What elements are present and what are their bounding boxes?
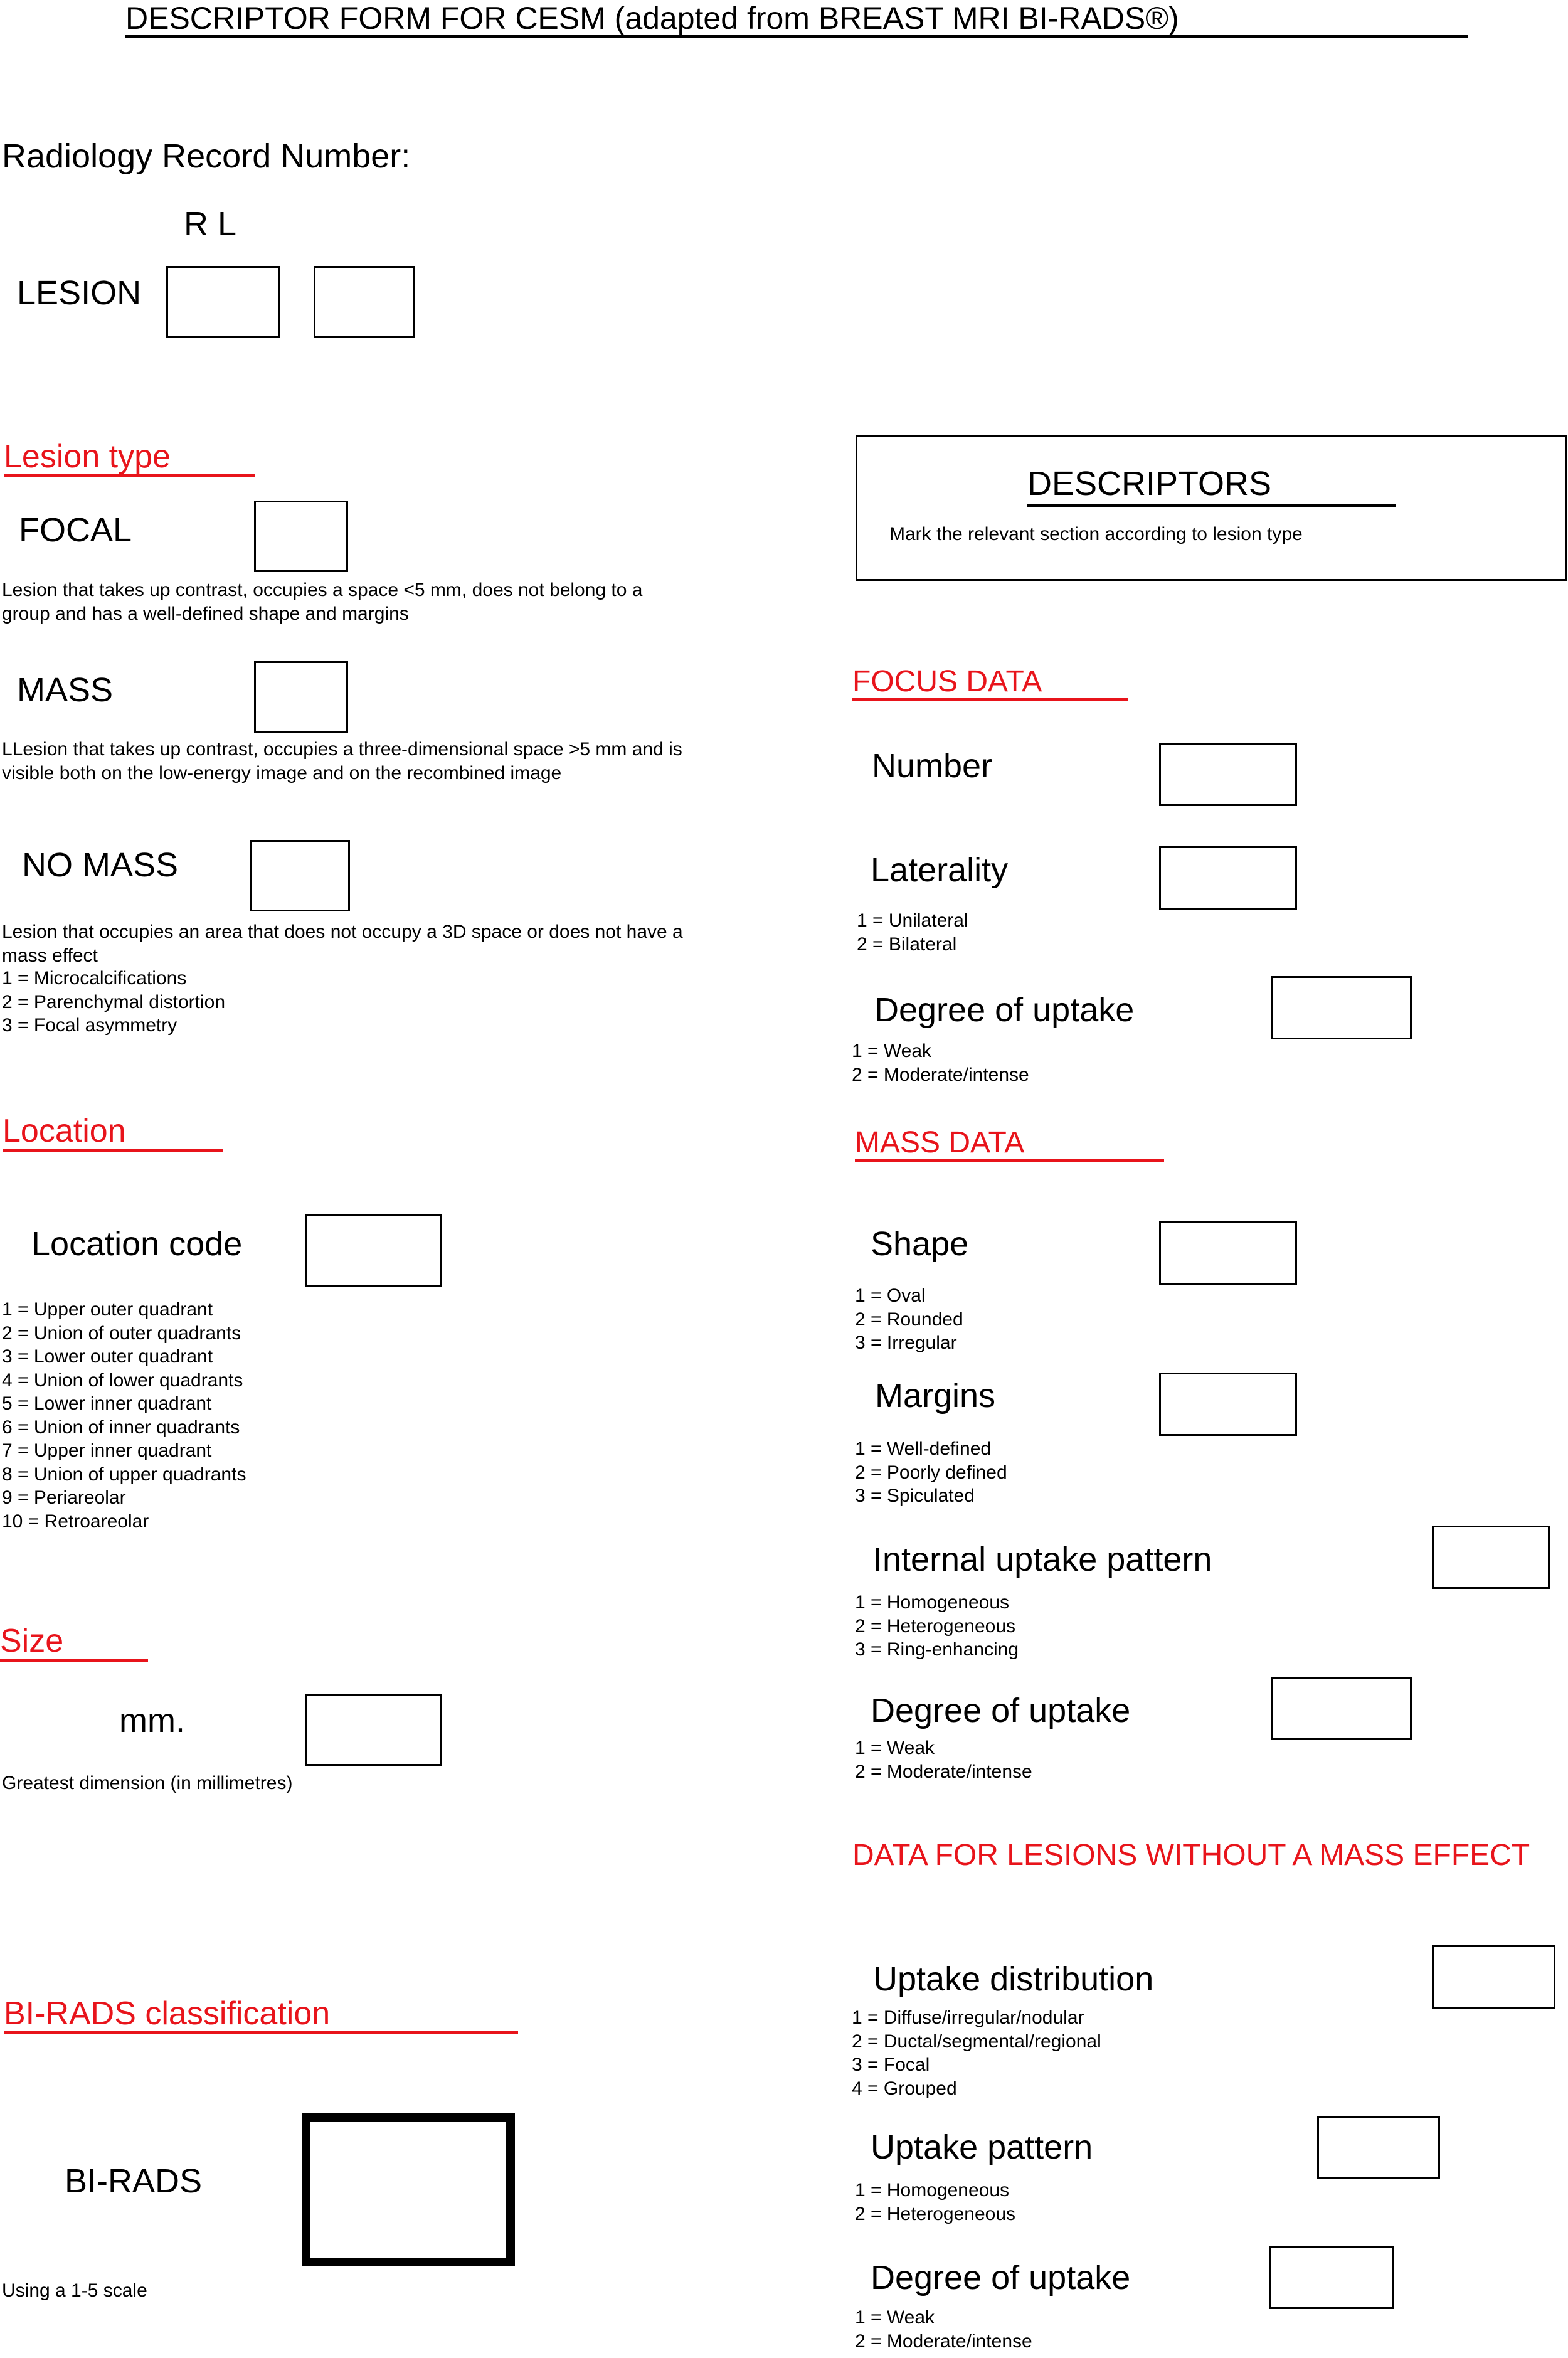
- shape-options: [855, 1284, 963, 1355]
- laterality-box[interactable]: [1159, 846, 1297, 910]
- size-heading: Size: [0, 1625, 148, 1662]
- nomass-options: [2, 967, 225, 1038]
- list-item: 1 = Microcalcifications: [2, 968, 187, 989]
- list-item: 1 = Homogeneous: [855, 2180, 1010, 2201]
- internal-uptake-options: [855, 1591, 1019, 1662]
- uptake-distribution-box[interactable]: [1432, 1945, 1555, 2009]
- list-item: 1 = Weak: [855, 1738, 935, 1758]
- mass-label: MASS: [17, 671, 114, 709]
- number-box[interactable]: [1159, 743, 1297, 806]
- list-item: 8 = Union of upper quadrants: [2, 1463, 246, 1485]
- list-item: 5 = Lower inner quadrant: [2, 1393, 212, 1414]
- uptake-pattern-options: [855, 2179, 1015, 2226]
- focus-uptake-options: [852, 1039, 1029, 1086]
- nonmass-uptake-label: Degree of uptake: [871, 2259, 1131, 2297]
- list-item: 1 = Diffuse/irregular/nodular: [852, 2007, 1084, 2028]
- mass-uptake-box[interactable]: [1271, 1677, 1412, 1740]
- shape-label: Shape: [871, 1225, 969, 1263]
- nomass-box[interactable]: [250, 840, 350, 911]
- form-title: DESCRIPTOR FORM FOR CESM (adapted from BREAST MRI BI-RADS®): [125, 3, 1468, 38]
- focal-description: Lesion that takes up contrast, occupies a space <5 mm, does not belong to a group and has a well-defined shape and margins: [2, 580, 643, 624]
- list-item: 1 = Homogeneous: [855, 1592, 1010, 1613]
- focal-label: FOCAL: [19, 511, 132, 549]
- focal-box[interactable]: [254, 501, 348, 572]
- location-options: [2, 1298, 246, 1533]
- nomass-label: NO MASS: [22, 846, 179, 884]
- mass-uptake-label: Degree of uptake: [871, 1692, 1131, 1729]
- list-item: 3 = Focal: [852, 2054, 930, 2075]
- laterality-label: Laterality: [871, 851, 1009, 889]
- list-item: 1 = Unilateral: [857, 910, 968, 931]
- location-heading: Location: [3, 1115, 223, 1152]
- list-item: 3 = Spiculated: [855, 1485, 975, 1506]
- list-item: 9 = Periareolar: [2, 1487, 126, 1508]
- shape-box[interactable]: [1159, 1221, 1297, 1285]
- list-item: 2 = Rounded: [855, 1309, 963, 1330]
- lesion-type-heading: Lesion type: [4, 440, 255, 477]
- birads-box[interactable]: [302, 2113, 515, 2266]
- location-code-label: Location code: [31, 1225, 243, 1263]
- list-item: 2 = Moderate/intense: [852, 1064, 1029, 1085]
- list-item: 2 = Parenchymal distortion: [2, 991, 226, 1012]
- size-unit-label: mm.: [119, 1702, 185, 1739]
- list-item: 3 = Lower outer quadrant: [2, 1346, 213, 1367]
- uptake-distribution-label: Uptake distribution: [873, 1960, 1154, 1998]
- internal-uptake-box[interactable]: [1432, 1526, 1550, 1589]
- list-item: 2 = Moderate/intense: [855, 1761, 1032, 1782]
- uptake-pattern-box[interactable]: [1317, 2116, 1440, 2179]
- uptake-pattern-label: Uptake pattern: [871, 2128, 1093, 2166]
- descriptors-subtitle: Mark the relevant section according to lesion type: [889, 524, 1303, 544]
- margins-box[interactable]: [1159, 1373, 1297, 1436]
- size-description: Greatest dimension (in millimetres): [2, 1773, 293, 1793]
- focus-uptake-box[interactable]: [1271, 976, 1412, 1039]
- list-item: 2 = Moderate/intense: [855, 2330, 1032, 2352]
- nomass-description: Lesion that occupies an area that does not occupy a 3D space or does not have a mass effect: [2, 921, 683, 966]
- list-item: 2 = Union of outer quadrants: [2, 1322, 241, 1344]
- focus-uptake-label: Degree of uptake: [874, 991, 1135, 1029]
- uptake-distribution-options: [852, 2006, 1101, 2100]
- list-item: 1 = Weak: [855, 2307, 935, 2328]
- list-item: 2 = Ductal/segmental/regional: [852, 2031, 1101, 2052]
- birads-label: BI-RADS: [65, 2162, 203, 2200]
- list-item: 7 = Upper inner quadrant: [2, 1440, 212, 1461]
- nonmass-data-heading: DATA FOR LESIONS WITHOUT A MASS EFFECT: [852, 1839, 1530, 1872]
- internal-uptake-label: Internal uptake pattern: [873, 1541, 1212, 1578]
- list-item: 10 = Retroareolar: [2, 1511, 149, 1532]
- list-item: 2 = Bilateral: [857, 933, 957, 955]
- nonmass-uptake-box[interactable]: [1269, 2246, 1394, 2309]
- lesion-right-box[interactable]: [166, 266, 280, 338]
- list-item: 1 = Well-defined: [855, 1438, 992, 1459]
- laterality-options: [857, 909, 968, 956]
- list-item: 1 = Upper outer quadrant: [2, 1299, 213, 1320]
- nonmass-uptake-options: [855, 2306, 1032, 2353]
- list-item: 4 = Grouped: [852, 2078, 957, 2099]
- size-box[interactable]: [305, 1694, 442, 1766]
- lesion-label: LESION: [17, 274, 142, 312]
- list-item: 2 = Heterogeneous: [855, 2203, 1016, 2224]
- list-item: 6 = Union of inner quadrants: [2, 1416, 240, 1438]
- focus-data-heading: FOCUS DATA: [852, 667, 1128, 701]
- margins-options: [855, 1437, 1007, 1508]
- list-item: 2 = Poorly defined: [855, 1462, 1007, 1483]
- lesion-left-box[interactable]: [314, 266, 415, 338]
- mass-box[interactable]: [254, 661, 348, 733]
- birads-description: Using a 1-5 scale: [2, 2280, 147, 2301]
- location-code-box[interactable]: [305, 1214, 442, 1287]
- list-item: 4 = Union of lower quadrants: [2, 1369, 243, 1391]
- list-item: 3 = Ring-enhancing: [855, 1639, 1019, 1660]
- list-item: 3 = Focal asymmetry: [2, 1015, 177, 1036]
- record-number-label: Radiology Record Number:: [2, 137, 411, 175]
- birads-heading: BI-RADS classification: [4, 1997, 518, 2034]
- descriptors-title: DESCRIPTORS: [1027, 464, 1396, 507]
- mass-data-heading: MASS DATA: [855, 1128, 1164, 1162]
- descriptors-panel: [856, 435, 1567, 581]
- list-item: 1 = Oval: [855, 1285, 926, 1306]
- list-item: 1 = Weak: [852, 1041, 932, 1061]
- mass-uptake-options: [855, 1736, 1032, 1783]
- margins-label: Margins: [875, 1377, 996, 1415]
- rl-label: R L: [184, 205, 237, 243]
- number-label: Number: [872, 747, 993, 785]
- list-item: 2 = Heterogeneous: [855, 1615, 1016, 1637]
- mass-description: LLesion that takes up contrast, occupies a three-dimensional space >5 mm and is visible both on the low-energy image and on the recombined image: [2, 739, 682, 783]
- list-item: 3 = Irregular: [855, 1332, 957, 1353]
